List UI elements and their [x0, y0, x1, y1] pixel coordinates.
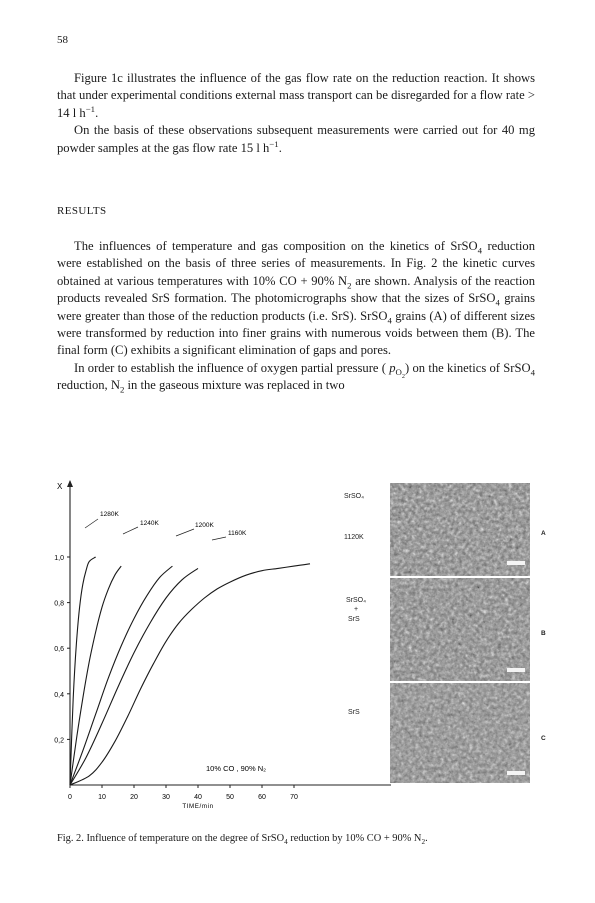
curve-1160k: [70, 568, 198, 785]
curve-label: 1280K: [100, 511, 119, 518]
panel-letter-a: A: [541, 530, 546, 537]
subscript: 4: [284, 838, 288, 847]
text-run: grains were greater than those of the reduction products (i.e. SrS). SrSO: [57, 291, 535, 323]
text-run: Fig. 2. Influence of temperature on the degree of SrSO: [57, 833, 285, 844]
subscript: 4: [477, 245, 483, 256]
y-axis-title: X: [57, 482, 63, 491]
text-run: O: [395, 367, 402, 378]
section-heading: RESULTS: [57, 205, 107, 217]
italic-symbol: p: [389, 360, 396, 375]
photomicrograph-b: [390, 578, 530, 681]
subscript: 2: [401, 374, 405, 381]
photo-label-srs: SrS: [348, 616, 360, 623]
curve-1120k: [70, 564, 310, 785]
curve-label-leader: [85, 519, 98, 528]
scale-bar: [507, 771, 525, 775]
y-tick-label: 1,0: [54, 555, 64, 562]
results-paragraph-1: [57, 238, 535, 360]
text-run: On the basis of these observations subsequent measurements were carried out for 40 mg powder samples at the gas flow rate 15 l h: [57, 123, 535, 155]
photo-label-temperature: 1120K: [344, 534, 364, 541]
superscript: −1: [269, 138, 279, 149]
text-run: The influences of temperature and gas composition on the kinetics of SrSO: [74, 239, 478, 253]
subscript: 4: [387, 315, 392, 326]
superscript: −1: [85, 103, 96, 114]
kinetic-chart: [54, 480, 391, 810]
gas-composition-label: 10% CO , 90% N₂: [206, 764, 267, 773]
subscript: 2: [119, 384, 125, 395]
subscript: 2: [421, 838, 426, 847]
text-run: reduction were established on the basis of three series of measurements. In Fig. 2 the kinetic curves obtained at various temperatures with 10% CO + 90% N: [57, 239, 535, 288]
text-run: are shown. Analysis of the reaction products revealed SrS formation. The photomicrographs show that the sizes of SrSO: [57, 273, 535, 306]
photo-label-srs: SrS: [348, 709, 360, 716]
photo-label-srso4: SrSO₄: [346, 597, 366, 604]
panel-letter-b: B: [541, 630, 546, 637]
subscript: 4: [495, 297, 500, 308]
subscript: 4: [530, 367, 535, 378]
panel-letter-c: C: [541, 735, 546, 742]
text-run: In order to establish the influence of oxygen partial pressure (: [74, 360, 390, 375]
photo-label-srso4: SrSO₄: [344, 493, 364, 500]
x-tick-label: 40: [194, 794, 202, 801]
photo-label-plus: +: [354, 606, 359, 613]
scale-bar: [507, 668, 525, 672]
page-number: 58: [57, 34, 68, 46]
x-tick-label: 30: [162, 794, 170, 801]
y-tick-label: 0,4: [54, 691, 64, 699]
curve-label-leader: [123, 527, 138, 534]
results-section: [57, 238, 535, 395]
x-tick-label: 20: [130, 794, 138, 801]
x-tick-label: 10: [98, 794, 106, 801]
intro-section: [57, 70, 535, 157]
text-run: grains (A) of different sizes were transformed by reduction into finer grains with numerous voids between them (B). The final form (C) exhibits a significant elimination of gaps and pores.: [57, 308, 535, 358]
curve-1200k: [70, 566, 172, 785]
text-run: reduction, N: [57, 378, 120, 393]
photomicrograph-texture: [390, 683, 530, 783]
x-tick-label: 70: [290, 794, 298, 801]
curve-1240k: [70, 566, 121, 785]
subscript: 2: [347, 280, 352, 291]
y-axis-arrow: [67, 480, 73, 487]
y-tick-label: 0,8: [54, 600, 64, 608]
text-run: reduction by 10% CO + 90% N: [287, 833, 422, 844]
y-tick-label: 0,2: [54, 737, 64, 745]
x-tick-label: 0: [68, 794, 72, 801]
text-run: in the gaseous mixture was replaced in two: [124, 378, 345, 393]
text-run: .: [425, 833, 428, 844]
text-run: ) on the kinetics of SrSO: [405, 360, 531, 375]
curve-label: 1240K: [140, 520, 159, 527]
curve-label: 1200K: [195, 522, 214, 529]
scale-bar: [507, 561, 525, 565]
figure-2: [48, 478, 558, 823]
intro-paragraph-2: [57, 122, 535, 157]
figure-caption: [57, 833, 557, 847]
photomicrograph-c: [390, 683, 530, 783]
curve-label: 1160K: [228, 530, 247, 537]
text-run: .: [95, 105, 99, 120]
x-tick-label: 50: [226, 794, 234, 801]
x-tick-label: 60: [258, 794, 266, 801]
photomicrograph-a: [390, 483, 530, 576]
text-run: .: [278, 140, 282, 155]
subscript: [395, 367, 405, 381]
text-run: Figure 1c illustrates the influence of the gas flow rate on the reduction reaction. It shows that under experimental conditions external mass transport can be disregarded for a flow rate > 14 l h: [57, 71, 535, 120]
photomicrograph-texture: [390, 578, 530, 681]
results-paragraph-2: [57, 360, 535, 395]
y-tick-label: 0,6: [54, 646, 64, 654]
intro-paragraph-1: [57, 70, 535, 122]
curve-label-leader: [176, 529, 194, 536]
curve-label-leader: [212, 537, 226, 540]
x-axis-title: TIME/min: [182, 803, 214, 810]
